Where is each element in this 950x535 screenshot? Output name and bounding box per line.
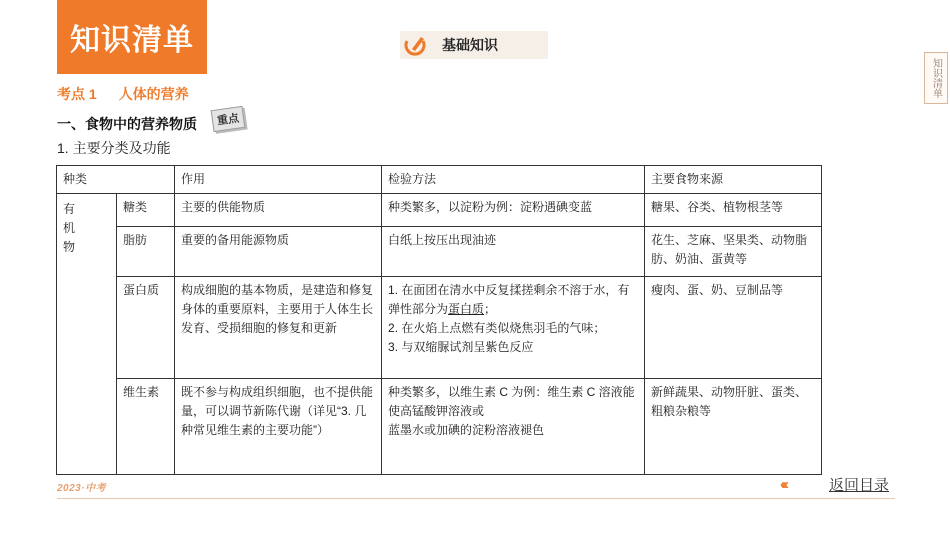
table-row [57, 277, 822, 379]
row-sources: 糖果、谷类、植物根茎等 [645, 194, 822, 227]
row-name: 维生素 [117, 379, 175, 475]
pencil-circle-icon [402, 32, 428, 58]
header-food-source: 主要食物来源 [645, 166, 822, 194]
test-step-1: 1. 在面团在清水中反复揉搓剩余不溶于水，有弹性部分为蛋白质； [388, 283, 630, 316]
nutrient-table [56, 165, 822, 475]
row-name: 蛋白质 [117, 277, 175, 379]
topic-number: 考点 1 [57, 86, 97, 102]
footer-divider [57, 498, 895, 499]
header-test-method: 检验方法 [382, 166, 645, 194]
row-test [382, 379, 645, 475]
test-step-2: 2. 在火焰上点燃有类似烧焦羽毛的气味； [388, 321, 606, 335]
topic-heading [57, 84, 189, 104]
section-title: 一、食物中的营养物质 [57, 116, 197, 132]
side-tab-knowledge-list[interactable]: 知识清单 [924, 52, 948, 104]
test-line-a: 种类繁多，以维生素 C 为例：维生素 C 溶液能使高锰酸钾溶液或 [388, 385, 635, 418]
back-arrows-icon[interactable]: ‹‹‹ [780, 476, 786, 493]
row-test: 白纸上按压出现油迹 [382, 227, 645, 277]
row-function: 既不参与构成组织细胞，也不提供能量，可以调节新陈代谢（详见“3. 几种常见维生素的主要功能”） [175, 379, 382, 475]
back-to-contents-link[interactable]: 返回目录 [829, 477, 890, 494]
footer-logo: 2023·中考 [57, 483, 107, 494]
row-name: 糖类 [117, 194, 175, 227]
key-point-badge: 重点 [211, 106, 246, 132]
table-header-row [57, 166, 822, 194]
row-sources: 新鲜蔬果、动物肝脏、蛋类、粗粮杂粮等 [645, 379, 822, 475]
row-function: 重要的备用能源物质 [175, 227, 382, 277]
table-row [57, 379, 822, 475]
section-banner: 知识清单 [57, 0, 207, 74]
row-name: 脂肪 [117, 227, 175, 277]
row-test [382, 277, 645, 379]
group-label-organic: 有 机 物 [57, 194, 117, 475]
header-tag-label: 基础知识 [442, 37, 498, 53]
row-function: 主要的供能物质 [175, 194, 382, 227]
test-line-b: 蓝墨水或加碘的淀粉溶液褪色 [388, 423, 545, 437]
header-function: 作用 [175, 166, 382, 194]
table-row [57, 194, 822, 227]
row-sources: 花生、芝麻、坚果类、动物脂肪、奶油、蛋黄等 [645, 227, 822, 277]
table-row [57, 227, 822, 277]
row-sources: 瘦肉、蛋、奶、豆制品等 [645, 277, 822, 379]
header-tag [400, 31, 548, 59]
row-function: 构成细胞的基本物质，是建造和修复身体的重要原料，主要用于人体生长发育、受损细胞的修复和更新 [175, 277, 382, 379]
row-test: 种类繁多，以淀粉为例：淀粉遇碘变蓝 [382, 194, 645, 227]
topic-title: 人体的营养 [118, 86, 189, 102]
subsection-title: 1. 主要分类及功能 [57, 140, 171, 156]
test-step-3: 3. 与双缩脲试剂呈紫色反应 [388, 340, 534, 354]
header-category: 种类 [57, 166, 175, 194]
